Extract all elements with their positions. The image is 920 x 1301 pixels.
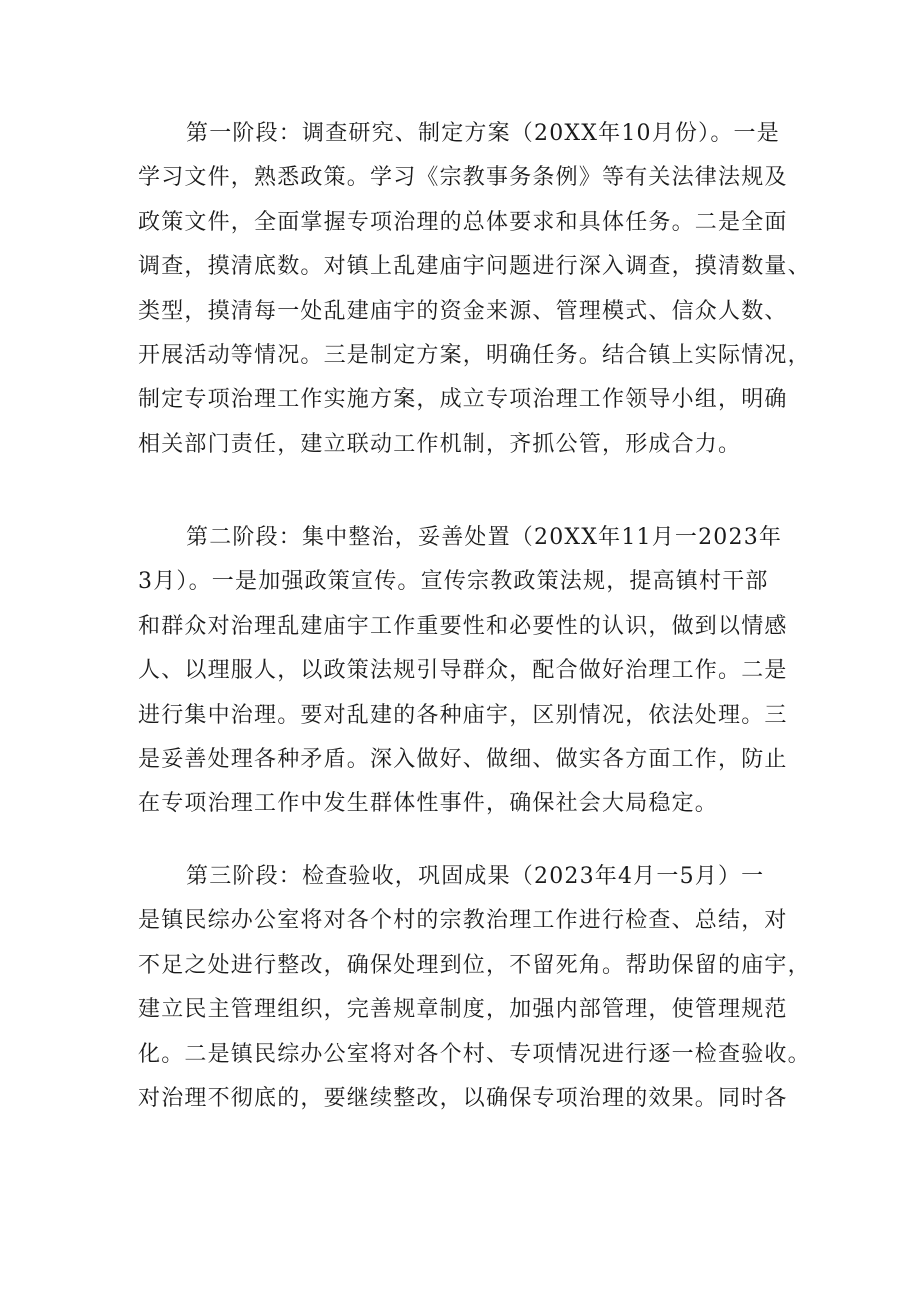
paragraph-line: 制定专项治理工作实施方案，成立专项治理工作领导小组，明确 — [138, 387, 788, 413]
paragraph-line: 是妥善处理各种矛盾。深入做好、做细、做实各方面工作，防止 — [138, 746, 788, 772]
paragraph-line: 化。二是镇民综办公室将对各个村、专项情况进行逐一检查验收。 — [138, 1041, 811, 1067]
paragraph-line: 第二阶段：集中整治，妥善处置（20XX年11月一2023年 — [186, 525, 783, 550]
paragraph-line: 学习文件，熟悉政策。学习《宗教事务条例》等有关法律法规及 — [138, 165, 788, 191]
paragraph-stage-three — [138, 855, 811, 1121]
paragraph-stage-two — [138, 516, 798, 827]
paragraph-line: 相关部门责任，建立联动工作机制，齐抓公管，形成合力。 — [138, 431, 742, 457]
paragraph-line: 对治理不彻底的，要继续整改，以确保专项治理的效果。同时各 — [138, 1085, 788, 1111]
paragraph-stage-one — [138, 112, 811, 467]
paragraph-line: 类型，摸清每一处乱建庙宇的资金来源、管理模式、信众人数、 — [138, 298, 788, 324]
paragraph-line: 3月）。一是加强政策宣传。宣传宗教政策法规，提高镇村干部 — [138, 569, 769, 595]
paragraph-line: 建立民主管理组织，完善规章制度，加强内部管理，使管理规范 — [138, 997, 788, 1023]
paragraph-line: 是镇民综办公室将对各个村的宗教治理工作进行检查、总结，对 — [138, 908, 788, 934]
paragraph-line: 人、以理服人，以政策法规引导群众，配合做好治理工作。二是 — [138, 658, 788, 684]
paragraph-line: 第一阶段：调查研究、制定方案（20XX年10月份）。一是 — [186, 121, 780, 146]
paragraph-line: 进行集中治理。要对乱建的各种庙宇，区别情况，依法处理。三 — [138, 702, 788, 728]
paragraph-line: 开展活动等情况。三是制定方案，明确任务。结合镇上实际情况， — [138, 342, 811, 368]
paragraph-line: 政策文件，全面掌握专项治理的总体要求和具体任务。二是全面 — [138, 209, 788, 235]
paragraph-line: 不足之处进行整改，确保处理到位，不留死角。帮助保留的庙宇， — [138, 952, 811, 978]
paragraph-line: 第三阶段：检查验收，巩固成果（2023年4月一5月）一 — [186, 864, 765, 889]
paragraph-line: 和群众对治理乱建庙宇工作重要性和必要性的认识，做到以情感 — [138, 613, 788, 639]
paragraph-line: 调查，摸清底数。对镇上乱建庙宇问题进行深入调查，摸清数量、 — [138, 254, 811, 280]
paragraph-line: 在专项治理工作中发生群体性事件，确保社会大局稳定。 — [138, 791, 719, 817]
